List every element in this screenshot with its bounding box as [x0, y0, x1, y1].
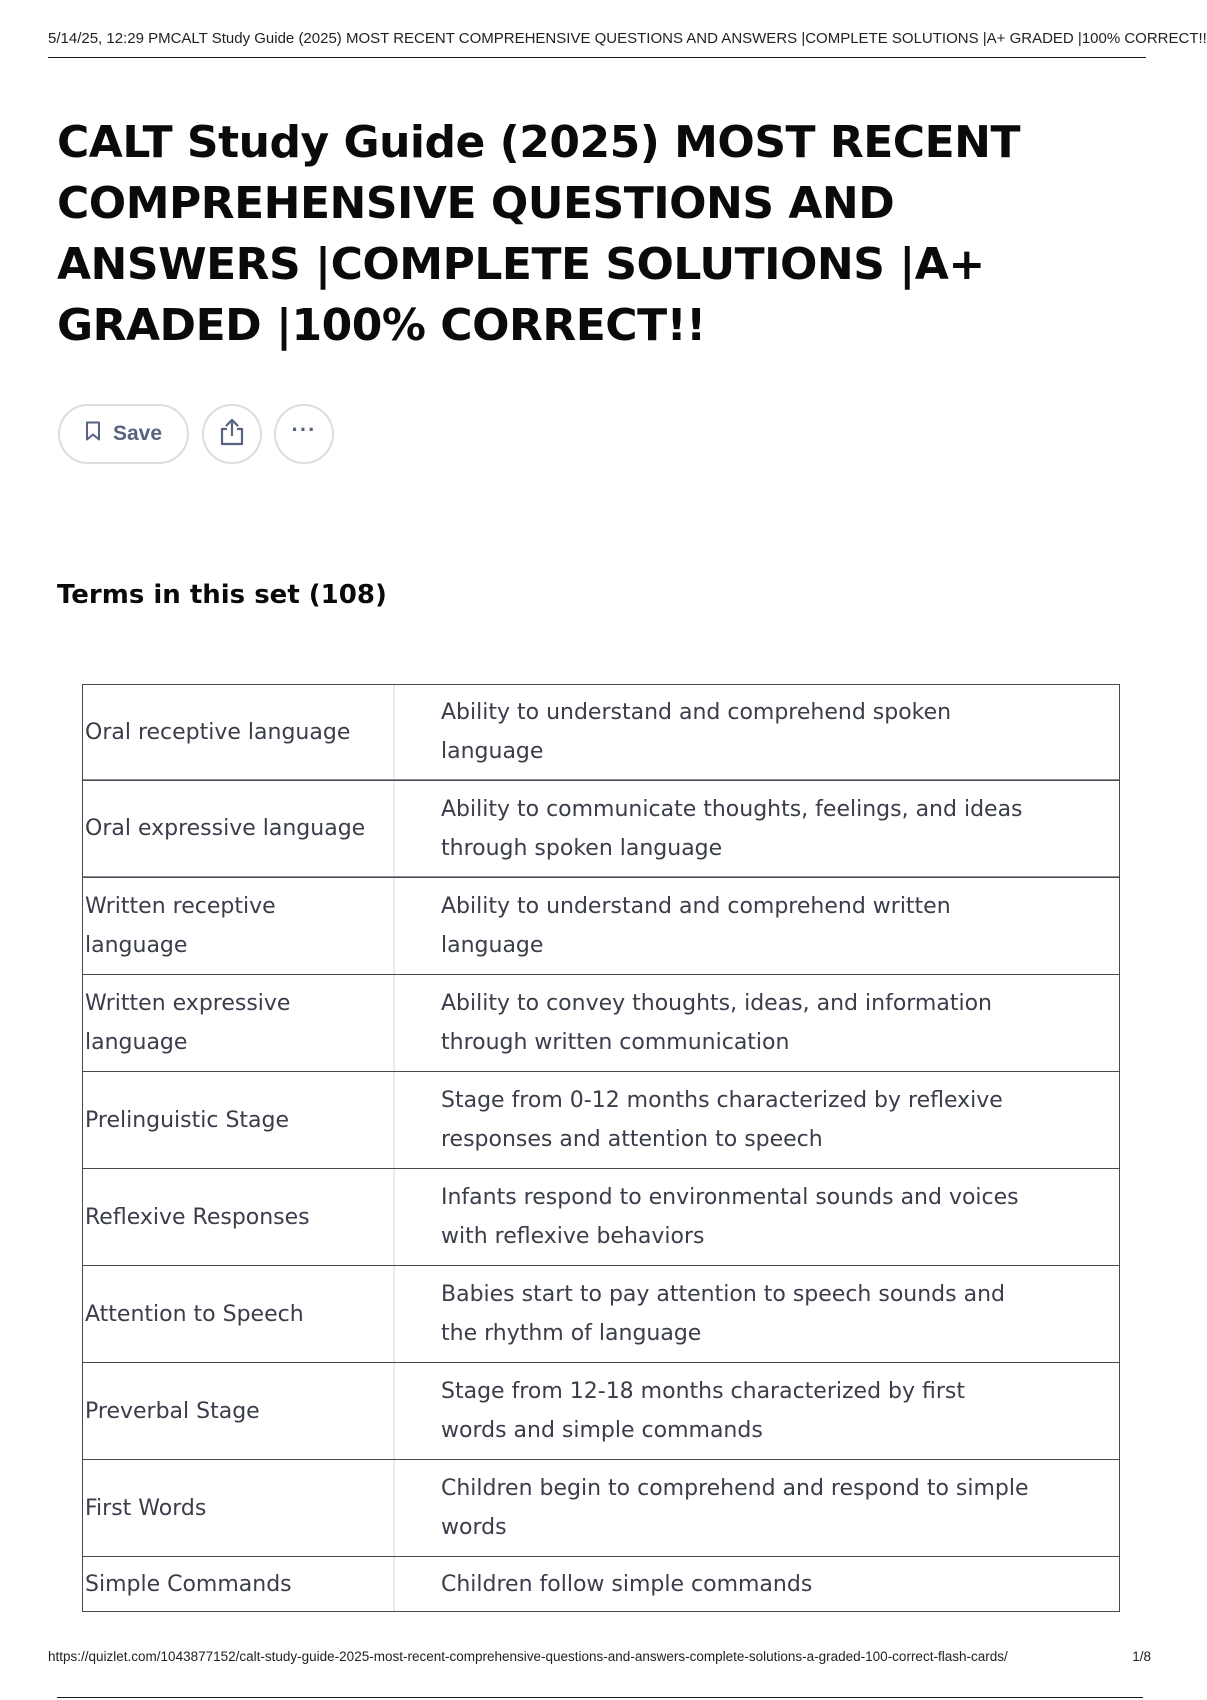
page-number: 1/8 — [1132, 1649, 1151, 1664]
term-cell: Prelinguistic Stage — [83, 1072, 395, 1168]
definition-cell: Ability to communicate thoughts, feelings, and ideas through spoken language — [441, 796, 1023, 861]
term-cell: Written receptive language — [83, 878, 395, 974]
definition-cell: Babies start to pay attention to speech sounds and the rhythm of language — [441, 1282, 1005, 1346]
print-url: https://quizlet.com/1043877152/calt-study-guide-2025-most-recent-comprehensive-questions-and-answers-complete-solutions-a-graded-100-correct-flash-cards/ — [48, 1649, 1008, 1664]
term-cell: Preverbal Stage — [83, 1363, 395, 1459]
definition-cell: Children follow simple commands — [441, 1571, 813, 1597]
table-row — [83, 1362, 1119, 1459]
term-cell: Simple Commands — [83, 1557, 395, 1611]
action-bar — [58, 404, 334, 464]
print-datetime: 5/14/25, 12:29 PM — [48, 30, 171, 47]
table-row — [83, 1168, 1119, 1265]
definition-cell: Ability to understand and comprehend written language — [441, 894, 951, 958]
terms-heading: Terms in this set (108) — [57, 580, 387, 610]
print-header — [48, 30, 1207, 58]
table-row — [83, 685, 1119, 780]
more-options-button[interactable] — [274, 404, 334, 464]
bookmark-icon — [85, 421, 101, 447]
term-cell: Written expressive language — [83, 975, 395, 1071]
definition-cell: Stage from 12-18 months characterized by first words and simple commands — [441, 1379, 966, 1443]
term-cell: Attention to Speech — [83, 1266, 395, 1362]
definition-cell: Ability to convey thoughts, ideas, and information through written communication — [441, 991, 992, 1055]
table-row — [83, 974, 1119, 1071]
term-cell: Oral expressive language — [83, 781, 395, 876]
table-row — [83, 1071, 1119, 1168]
save-button[interactable] — [58, 404, 189, 464]
page-title: CALT Study Guide (2025) MOST RECENT COMPREHENSIVE QUESTIONS AND ANSWERS |COMPLETE SOLUTIONS |A+ GRADED |100% CORRECT!! — [57, 117, 1020, 351]
term-cell: Oral receptive language — [83, 685, 395, 779]
save-label: Save — [112, 422, 163, 445]
term-cell: First Words — [83, 1460, 395, 1556]
table-row — [83, 1265, 1119, 1362]
table-row — [83, 1556, 1119, 1611]
share-icon — [219, 418, 245, 451]
table-row — [83, 780, 1119, 877]
print-doc-title: CALT Study Guide (2025) MOST RECENT COMPREHENSIVE QUESTIONS AND ANSWERS |COMPLETE SOLUTIONS |A+ GRADED |100% CORRECT!! — [170, 30, 1207, 47]
definition-cell: Children begin to comprehend and respond to simple words — [441, 1476, 1029, 1540]
terms-table — [82, 684, 1120, 1612]
definition-cell: Infants respond to environmental sounds and voices with reflexive behaviors — [441, 1185, 1019, 1249]
print-footer — [48, 1649, 1151, 1664]
table-row — [83, 1459, 1119, 1556]
footer-divider — [57, 1697, 1143, 1698]
term-cell: Reflexive Responses — [83, 1169, 395, 1265]
share-button[interactable] — [202, 404, 262, 464]
table-row — [83, 877, 1119, 974]
more-icon: ··· — [291, 417, 317, 442]
definition-cell: Stage from 0-12 months characterized by reflexive responses and attention to speech — [441, 1088, 1003, 1152]
definition-cell: Ability to understand and comprehend spoken language — [441, 700, 952, 764]
